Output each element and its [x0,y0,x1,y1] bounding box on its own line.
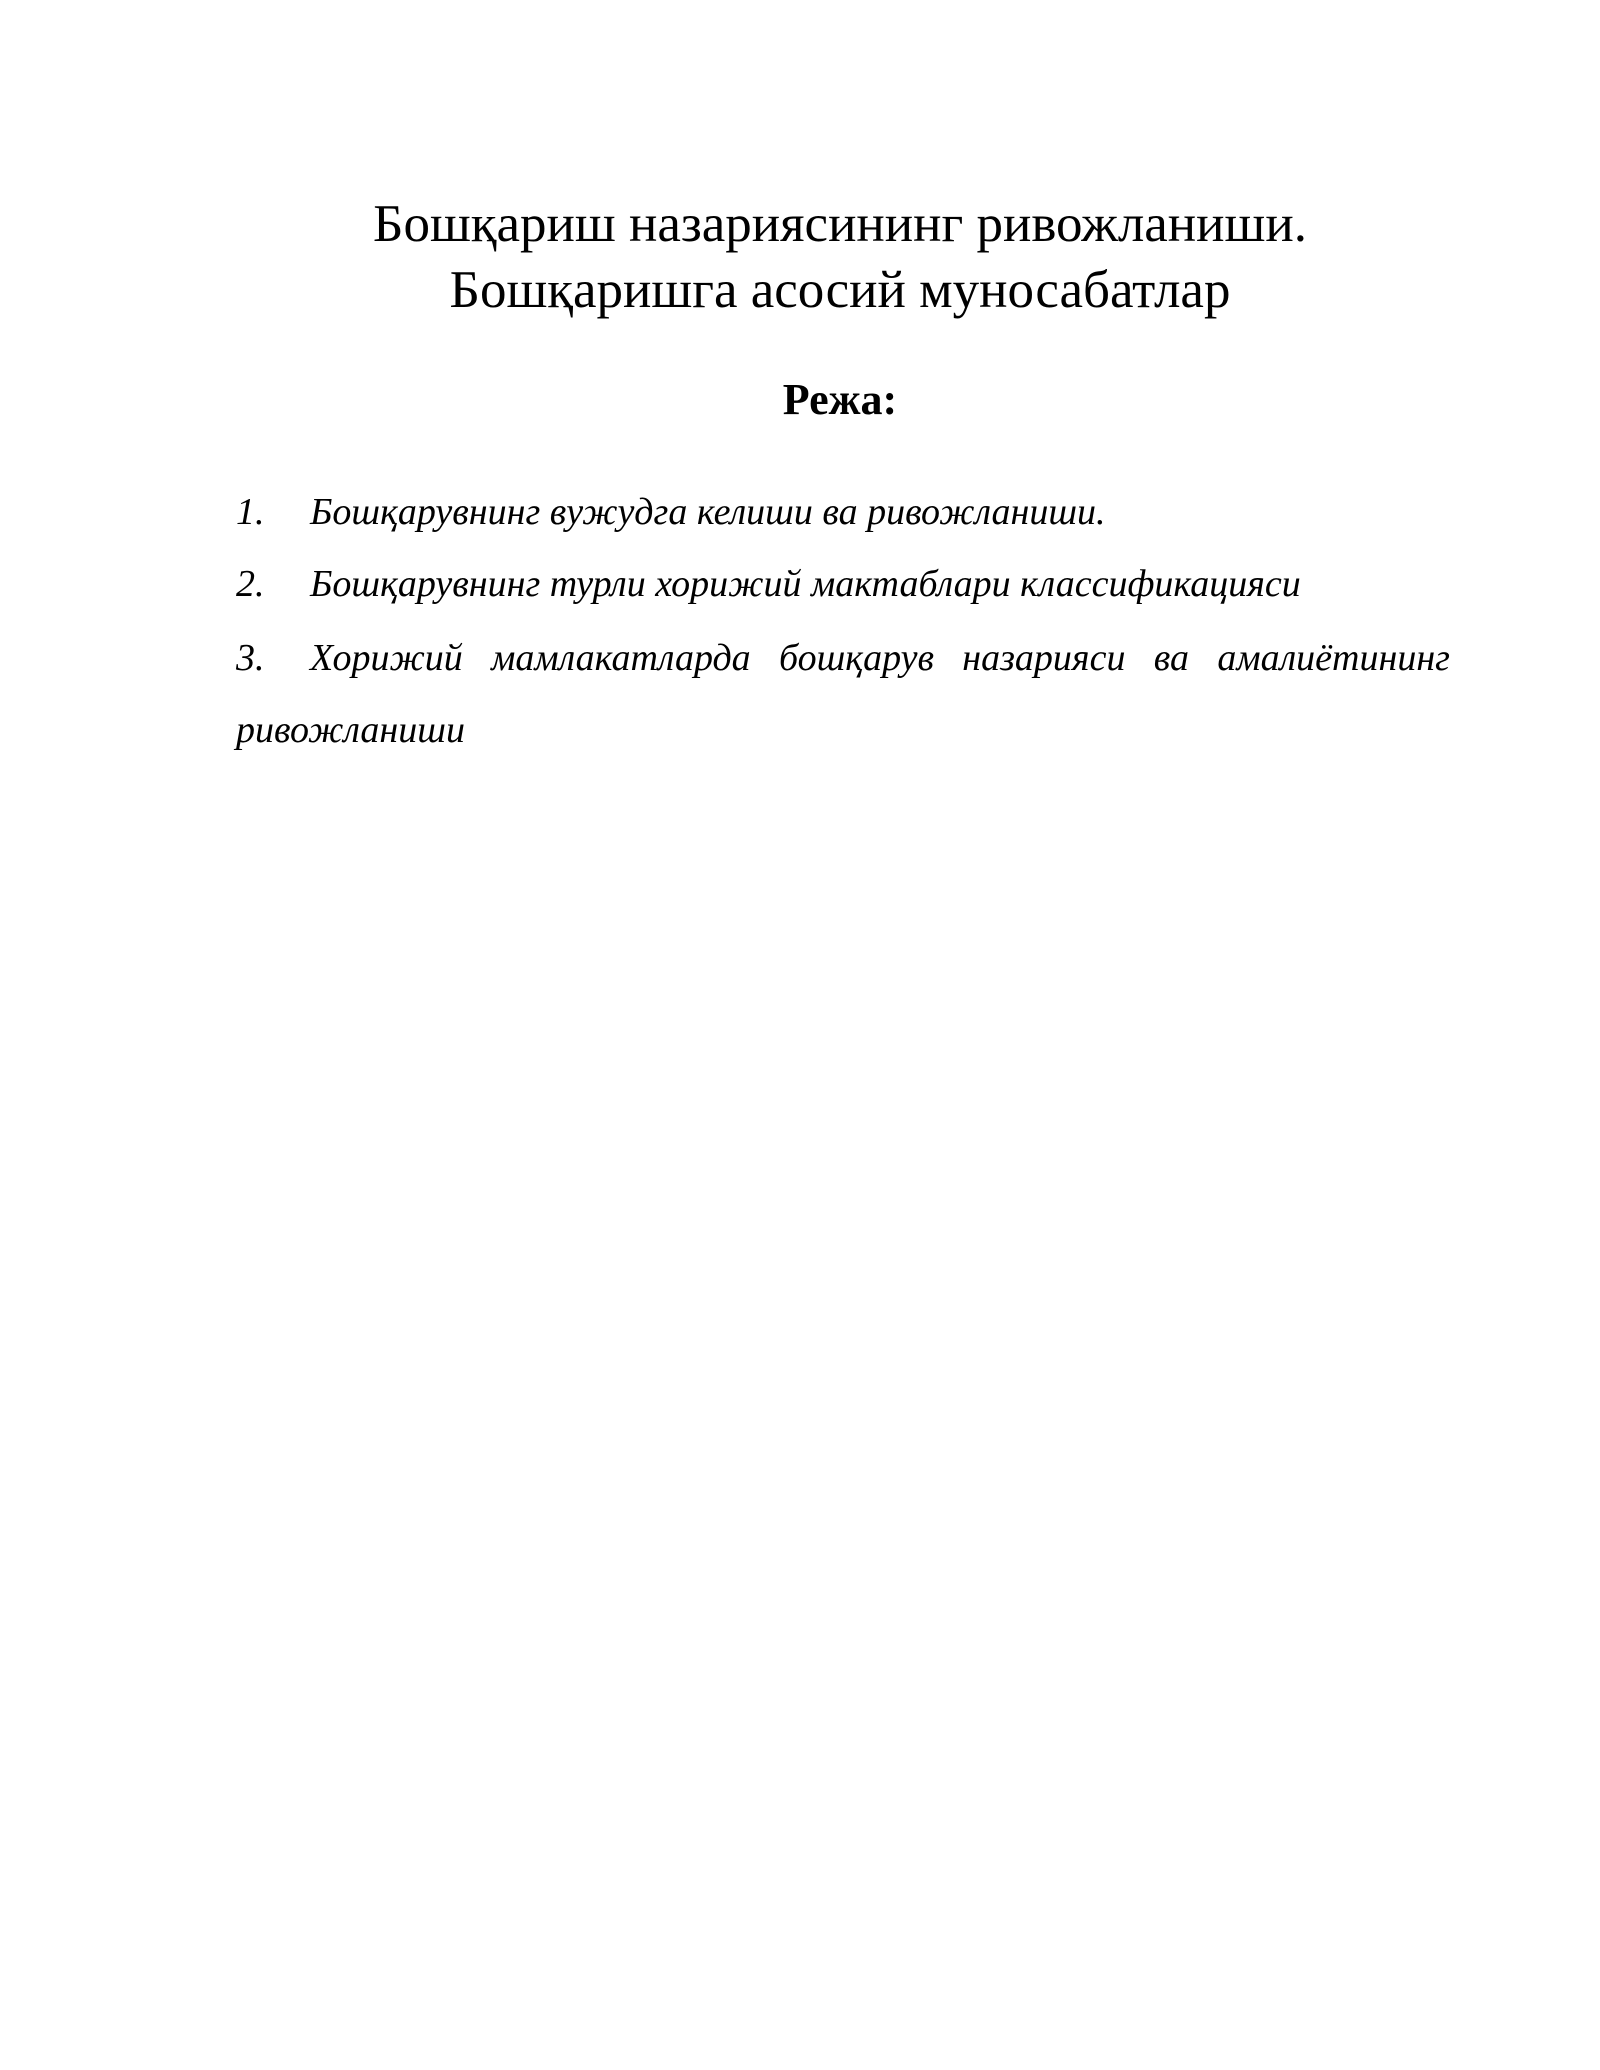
plan-heading: Режа: [782,375,898,424]
plan-item-number: 2. [236,563,265,605]
plan-item-text: Бошқарувнинг турли хорижий мактаблари классификацияси [310,563,1301,605]
document-title-line-1: Бошқариш назариясининг ривожланиши. [373,195,1307,253]
document-title-line-2: Бошқаришга асосий муносабатлар [449,261,1231,319]
plan-item-number: 1. [236,491,265,533]
plan-item-text: Бошқарувнинг вужудга келиши ва ривожланиши. [310,491,1106,533]
plan-item-number: 3. [236,637,265,679]
plan-item-2 [236,560,1450,608]
plan-list [236,488,1450,790]
plan-item-3 [236,622,1450,766]
plan-item-1 [236,488,1450,536]
plan-item-text: Хорижий мамлакатларда бошқарув назарияси ва амалиётининг ривожланиши [236,637,1450,751]
